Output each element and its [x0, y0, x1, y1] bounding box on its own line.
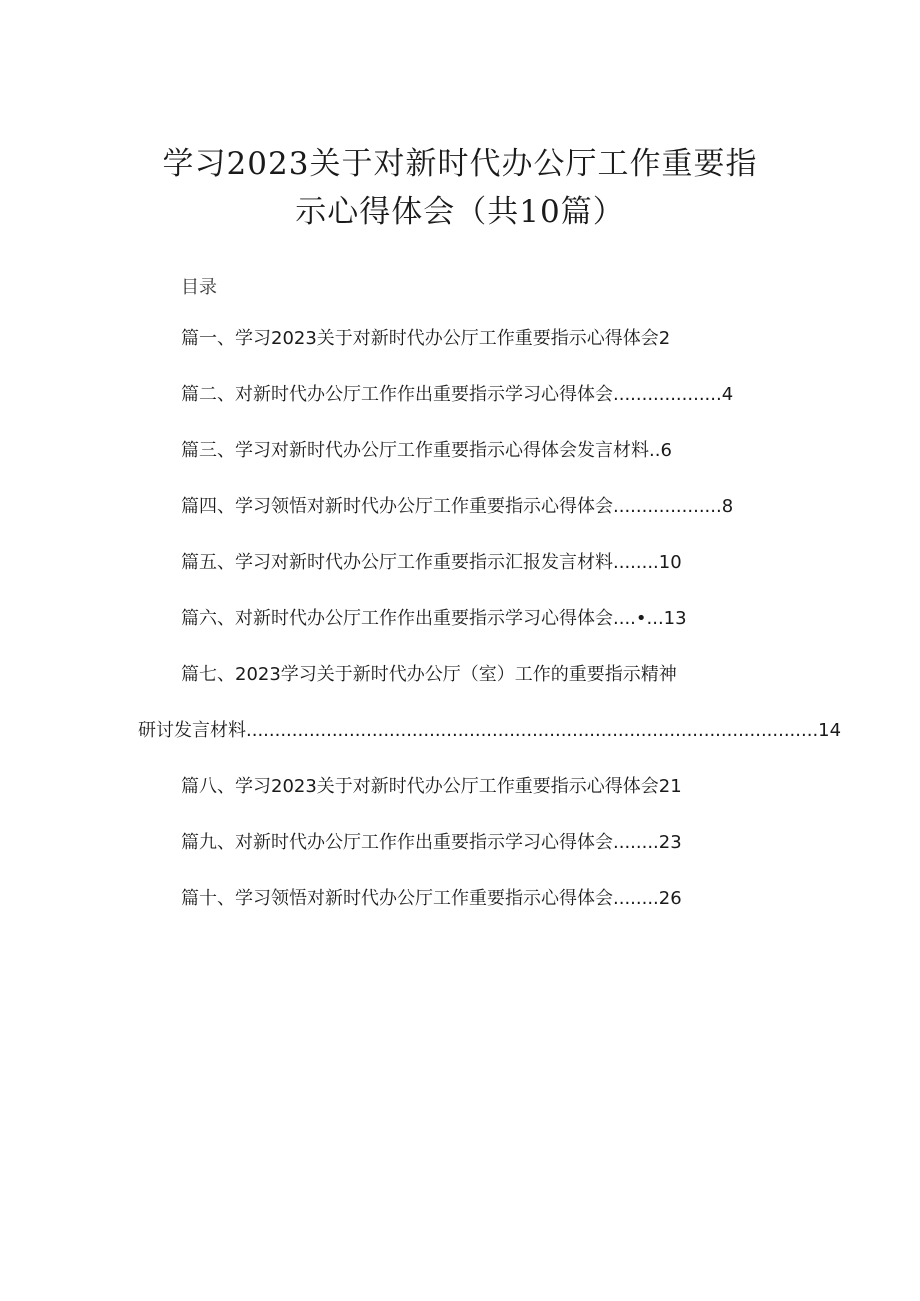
- toc-entry-2: 篇二、对新时代办公厅工作作出重要指示学习心得体会...................4: [181, 384, 734, 405]
- toc-entry-7: 篇七、2023学习关于新时代办公厅（室）工作的重要指示精神: [181, 664, 677, 685]
- toc-entry-4: 篇四、学习领悟对新时代办公厅工作重要指示心得体会...................8: [181, 496, 734, 517]
- toc-entry-7-leader-dots: ....................................................................................................: [246, 720, 819, 741]
- toc-entry-9: 篇九、对新时代办公厅工作作出重要指示学习心得体会........23: [181, 832, 682, 853]
- toc-entry-3: 篇三、学习对新时代办公厅工作重要指示心得体会发言材料..6: [181, 440, 672, 461]
- toc-entry-8: 篇八、学习2023关于对新时代办公厅工作重要指示心得体会21: [181, 776, 682, 797]
- toc-entry-7-continuation: [138, 719, 842, 743]
- toc-entry-5: 篇五、学习对新时代办公厅工作重要指示汇报发言材料........10: [181, 552, 682, 573]
- document-title-line-1: 学习2023关于对新时代办公厅工作重要指: [162, 146, 758, 182]
- toc-heading: 目录: [181, 277, 217, 298]
- toc-entry-6: 篇六、对新时代办公厅工作作出重要指示学习心得体会....•...13: [181, 608, 687, 629]
- document-title-line-2: 示心得体会（共10篇）: [295, 194, 625, 230]
- toc-entry-1: 篇一、学习2023关于对新时代办公厅工作重要指示心得体会2: [181, 328, 671, 349]
- toc-entry-10: 篇十、学习领悟对新时代办公厅工作重要指示心得体会........26: [181, 888, 682, 909]
- toc-entry-7-page-number: 14: [818, 720, 842, 741]
- toc-entry-7-continuation-text: 研讨发言材料: [138, 720, 246, 741]
